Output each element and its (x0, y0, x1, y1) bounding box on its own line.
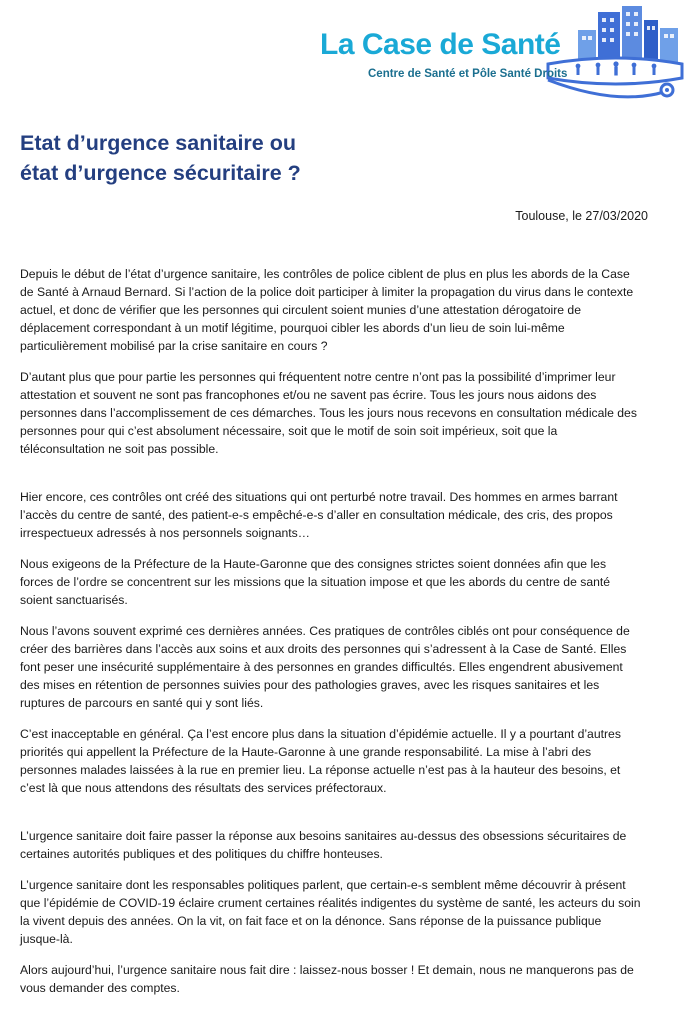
document-date: Toulouse, le 27/03/2020 (515, 209, 648, 223)
paragraph: L’urgence sanitaire dont les responsables politiques parlent, que certain-e-s semblent même découvrir à présent que l’épidémie de COVID-19 éclaire crument certaines réalités indigentes du système de santé, les acteurs du soin la vivent depuis des années. On la vit, on fait face et on la dénonce. Sans réponse de la puissance publique jusque-là. (20, 878, 641, 946)
paragraph: Nous exigeons de la Préfecture de la Haute-Garonne que des consignes strictes soient données afin que les forces de l’ordre se concentrent sur les missions que la situation impose et que les abords du centre de santé soient sanctuarisés. (20, 557, 611, 607)
paragraph: Nous l’avons souvent exprimé ces dernières années. Ces pratiques de contrôles ciblés ont pour conséquence de créer des barrières dans l’accès aux soins et aux droits des personnes qui s’adressent à la Case de Santé. Elles font peser une insécurité supplémentaire à des personnes en grandes difficultés. Elles engendrent abusivement des mises en rétention de personnes suivies pour des pathologies graves, avec les risques sanitaires et les ruptures de parcours en santé qui y sont liés. (20, 624, 630, 710)
organization-logo (316, 2, 686, 106)
logo-subtitle: Centre de Santé et Pôle Santé Droits (368, 68, 568, 80)
paragraph: Alors aujourd’hui, l’urgence sanitaire nous fait dire : laissez-nous bosser ! Et demain, nous ne manquerons pas de vous demander des comptes. (20, 963, 634, 995)
document-title-line-1: Etat d’urgence sanitaire ou (20, 131, 296, 155)
paragraph: D’autant plus que pour partie les personnes qui fréquentent notre centre n’ont pas la possibilité d’imprimer leur attestation et souvent ne sont pas francophones et/ou ne savent pas écrire. Tous les jours nous aidons des personnes dans l’accomplissement de ces démarches. Tous les jours nous recevons en consultation médicale des personnes pour qui c’est absolument nécessaire, soit que le motif de soin soit impérieux, soit que la téléconsultation ne soit pas possible. (20, 370, 637, 456)
paragraph: C’est inacceptable en général. Ça l’est encore plus dans la situation d’épidémie actuelle. Il y a pourtant d’autres priorités qui appellent la Préfecture de la Haute-Garonne à une grande responsabilité. La mise à l’abri des personnes malades laissées à la rue en premier lieu. La réponse actuelle n’est pas à la hauteur des besoins, et c’est là que nous attendons des résultats des services préfectoraux. (20, 727, 621, 795)
logo-title: La Case de Santé (320, 28, 561, 61)
paragraph: Hier encore, ces contrôles ont créé des situations qui ont perturbé notre travail. Des hommes en armes barrant l’accès du centre de santé, des patient-e-s empêché-e-s d’aller en consultation médicale, des cris, des propos irrespectueux adressés à nos personnels soignants… (20, 490, 618, 540)
paragraph: Depuis le début de l’état d’urgence sanitaire, les contrôles de police ciblent de plus en plus les abords de la Case de Santé à Arnaud Bernard. Si l’action de la police doit participer à limiter la propagation du virus dans le contexte actuel, et donc de vérifier que les personnes qui circulent soient munies d’une attestation dérogatoire de déplacement correspondant à un motif légitime, pourquoi cibler les abords d’un lieu de soin lui-même particulièrement mobilisé par la crise sanitaire en cours ? (20, 267, 634, 353)
document-title (20, 128, 301, 188)
document-body (20, 265, 642, 1010)
document-title-line-2: état d’urgence sécuritaire ? (20, 161, 301, 185)
paragraph: L’urgence sanitaire doit faire passer la réponse aux besoins sanitaires au-dessus des obsessions sécuritaires de certaines autorités publiques et des politiques du chiffre honteuses. (20, 829, 627, 861)
